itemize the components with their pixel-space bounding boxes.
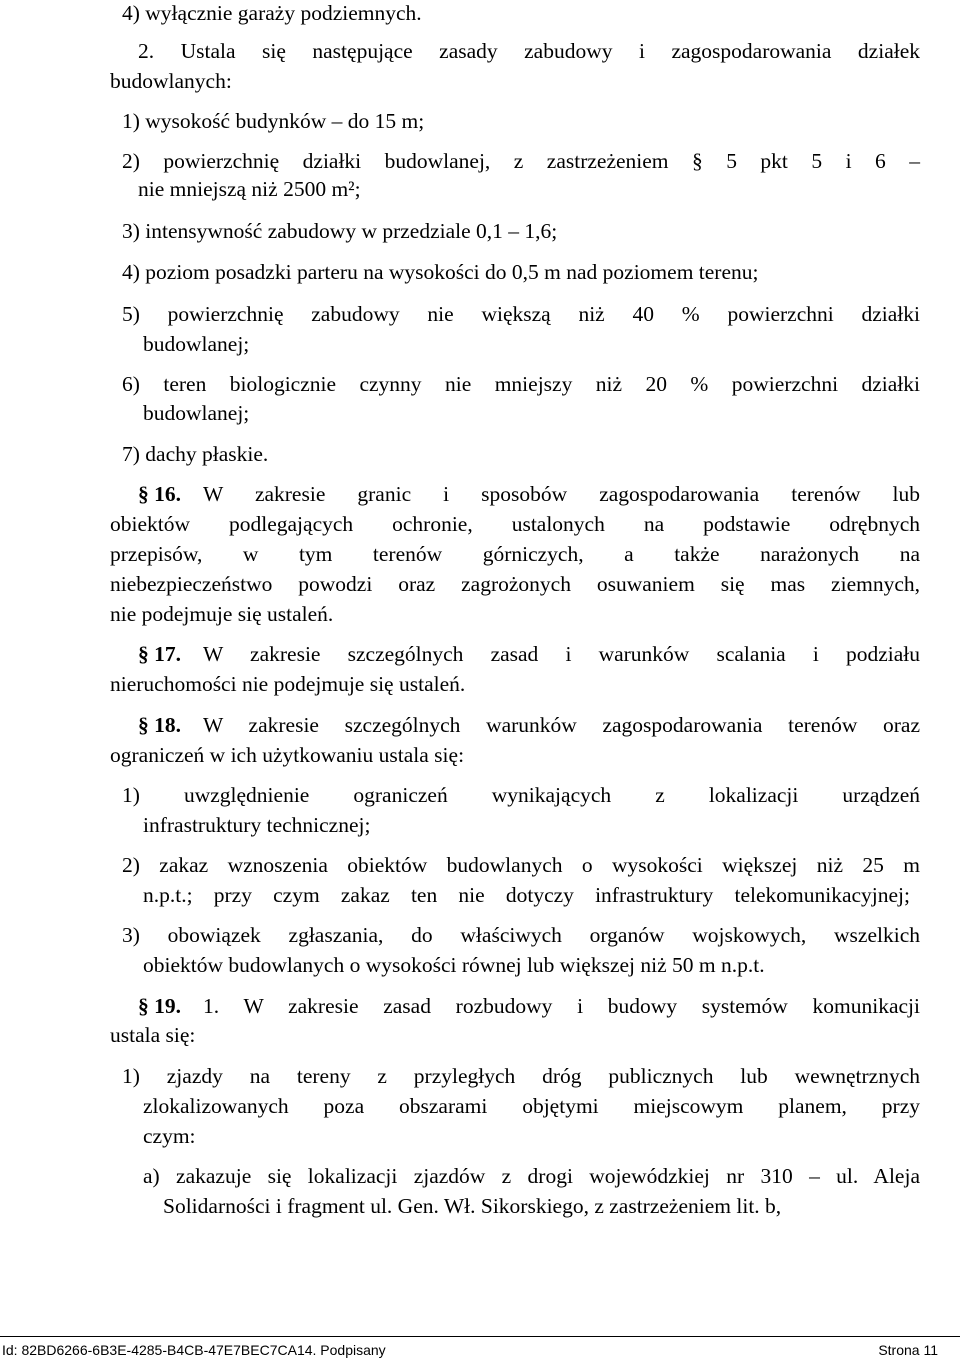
section-number: § 16. [138,482,181,506]
text-line: budowlanej; [143,332,250,356]
text-line: zlokalizowanych poza obszarami objętymi miejscowym planem, przy [143,1094,920,1118]
list-item: 1) zjazdy na tereny z przyległych dróg publicznych lub wewnętrznych [122,1064,920,1088]
text-line: nieruchomości nie podejmuje się ustaleń. [110,672,466,696]
list-item: 4) poziom posadzki parteru na wysokości do 0,5 m nad poziomem terenu; [122,260,759,284]
text-line: przepisów, w tym terenów górniczych, a także narażonych na [110,542,920,566]
text-line: obiektów budowlanych o wysokości równej lub większej niż 50 m n.p.t. [143,953,765,977]
document-id: Id: 82BD6266-6B3E-4285-B4CB-47E7BEC7CA14. Podpisany [2,1342,386,1358]
text-line: Solidarności i fragment ul. Gen. Wł. Sikorskiego, z zastrzeżeniem lit. b, [163,1194,782,1218]
section-number: § 18. [138,713,181,737]
text-line: infrastruktury technicznej; [143,813,371,837]
text-line: nie mniejszą niż 2500 m²; [138,177,361,201]
list-item: 1) wysokość budynków – do 15 m; [122,109,425,133]
text-line: czym: [143,1124,196,1148]
text-line: 4) wyłącznie garaży podziemnych. [122,1,422,25]
text-line: obiektów podlegających ochronie, ustalonych na podstawie odrębnych [110,512,920,536]
text-line: nie podejmuje się ustaleń. [110,602,334,626]
section-number: § 17. [138,642,181,666]
list-item: 3) obowiązek zgłaszania, do właściwych organów wojskowych, wszelkich [122,923,920,947]
text-line: budowlanej; [143,401,250,425]
section-number: § 19. [138,994,181,1018]
text-line: W zakresie szczególnych warunków zagospodarowania terenów oraz [203,713,920,737]
list-item: 2) zakaz wznoszenia obiektów budowlanych o wysokości większej niż 25 m [122,853,920,877]
text-line: 2. Ustala się następujące zasady zabudowy i zagospodarowania działek [138,39,920,63]
list-item: 7) dachy płaskie. [122,442,269,466]
list-item: 5) powierzchnię zabudowy nie większą niż 40 % powierzchni działki [122,302,920,326]
list-item: 2) powierzchnię działki budowlanej, z zastrzeżeniem § 5 pkt 5 i 6 – [122,149,920,173]
list-item: a) zakazuje się lokalizacji zjazdów z drogi wojewódzkiej nr 310 – ul. Aleja [143,1164,920,1188]
text-line: n.p.t.; przy czym zakaz ten nie dotyczy infrastruktury telekomunikacyjnej; [143,883,910,907]
list-item: 3) intensywność zabudowy w przedziale 0,1 – 1,6; [122,219,558,243]
list-item: 1) uwzględnienie ograniczeń wynikających z lokalizacji urządzeń [122,783,920,807]
text-line: ograniczeń w ich użytkowaniu ustala się: [110,743,465,767]
text-line: niebezpieczeństwo powodzi oraz zagrożonych osuwaniem się mas ziemnych, [110,572,920,596]
text-line: W zakresie granic i sposobów zagospodarowania terenów lub [203,482,920,506]
page-number: Strona 11 [878,1342,938,1358]
footer-divider [0,1336,960,1337]
text-line: budowlanych: [110,69,232,93]
text-line: ustala się: [110,1023,196,1047]
text-line: 1. W zakresie zasad rozbudowy i budowy systemów komunikacji [203,994,920,1018]
text-line: W zakresie szczególnych zasad i warunków scalania i podziału [203,642,920,666]
list-item: 6) teren biologicznie czynny nie mniejszy niż 20 % powierzchni działki [122,372,920,396]
